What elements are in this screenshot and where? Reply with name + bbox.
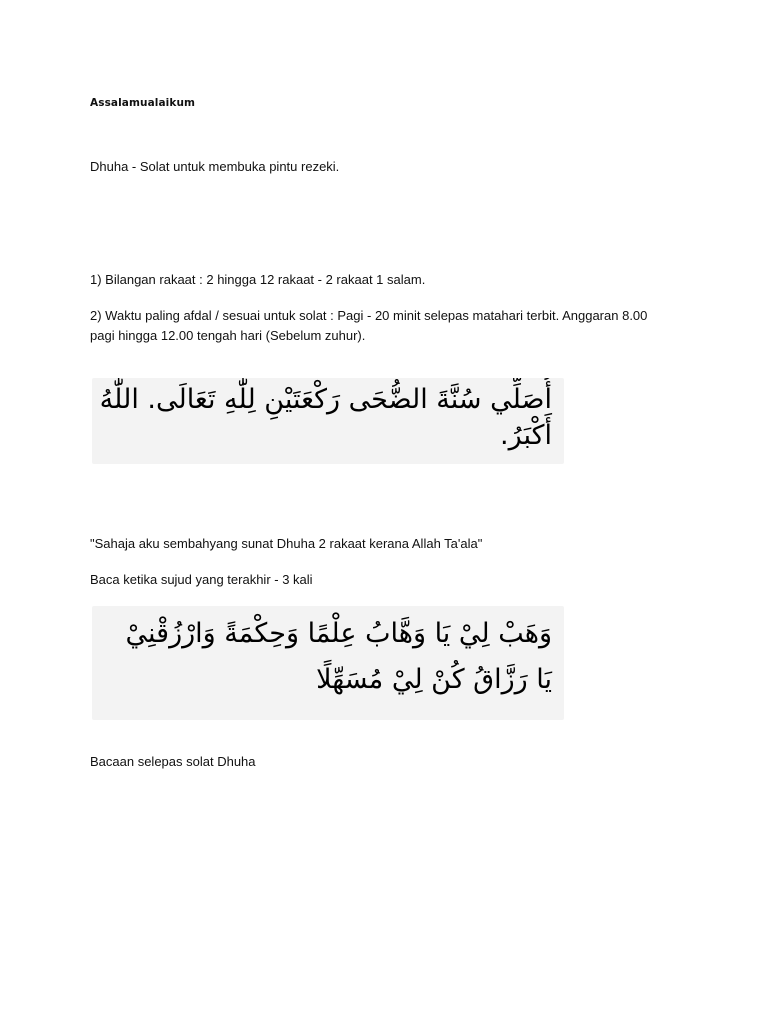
greeting-heading: Assalamualaikum [90, 97, 196, 109]
doa-arabic-image [92, 606, 564, 720]
niat-arabic-line-2: أَكْبَرُ. [500, 420, 552, 451]
doa-arabic-line-2: يَا رَزَّاقُ كُنْ لِيْ مُسَهِّلًا [316, 664, 552, 695]
doa-arabic-line-1: وَهَبْ لِيْ يَا وَهَّابُ عِلْمًا وَحِكْمَةً وَارْزُقْنِيْ [125, 618, 552, 649]
point-waktu: 2) Waktu paling afdal / sesuai untuk solat : Pagi - 20 minit selepas matahari terbit. Anggaran 8.00 pagi hingga 12.00 tengah hari (Sebelum zuhur). [90, 308, 648, 343]
niat-arabic-line-1: أُصَلِّي سُنَّةَ الضُّحَى رَكْعَتَيْنِ لِلّٰهِ تَعَالَى. اللّٰهُ [99, 384, 552, 415]
point-rakaat: 1) Bilangan rakaat : 2 hingga 12 rakaat - 2 rakaat 1 salam. [90, 272, 426, 287]
after-prayer-heading: Bacaan selepas solat Dhuha [90, 754, 256, 769]
niat-translation: "Sahaja aku sembahyang sunat Dhuha 2 rakaat kerana Allah Ta'ala" [90, 536, 483, 551]
intro-line: Dhuha - Solat untuk membuka pintu rezeki. [90, 159, 340, 174]
sujud-note: Baca ketika sujud yang terakhir - 3 kali [90, 572, 313, 587]
niat-arabic-image [92, 378, 564, 464]
